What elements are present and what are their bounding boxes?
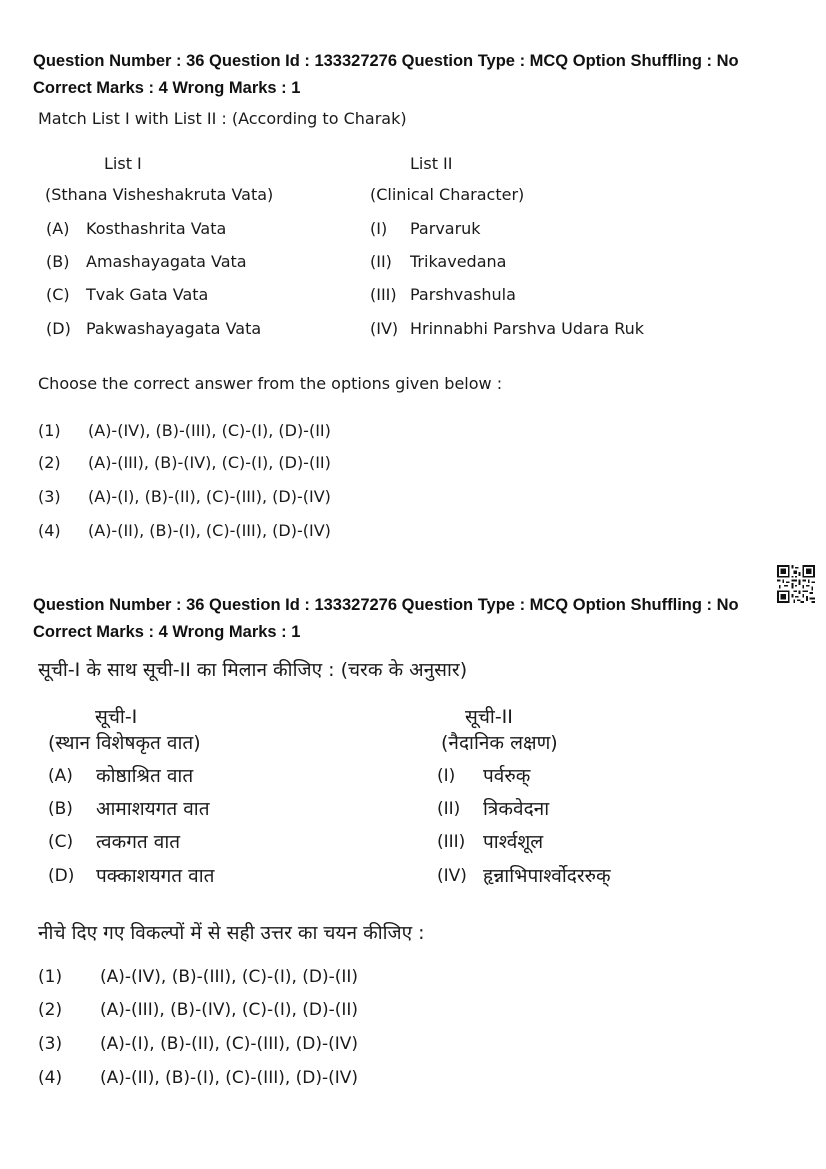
- list2-item-label: (I): [370, 219, 388, 238]
- list2-subtitle: (Clinical Character): [370, 185, 525, 204]
- list1-subtitle-hindi: (स्थान विशेषकृत वात): [48, 732, 201, 754]
- list2-item-text-hindi: पर्वरुक्: [483, 765, 531, 787]
- list1-item-label: (C): [48, 832, 74, 852]
- qr-code-icon: [777, 565, 815, 603]
- option-number: (2): [38, 453, 61, 472]
- list2-item-label: (II): [437, 799, 461, 819]
- list2-title: List II: [410, 154, 453, 173]
- list1-item-label: (D): [46, 319, 71, 338]
- list1-item-text: Kosthashrita Vata: [86, 219, 227, 238]
- list1-item-label: (A): [46, 219, 70, 238]
- option-text: (A)-(II), (B)-(I), (C)-(III), (D)-(IV): [100, 1068, 359, 1088]
- list2-item-text: Trikavedana: [410, 252, 507, 271]
- list1-item-label: (A): [48, 766, 73, 786]
- option-text: (A)-(III), (B)-(IV), (C)-(I), (D)-(II): [88, 453, 331, 472]
- option-text: (A)-(III), (B)-(IV), (C)-(I), (D)-(II): [100, 1000, 359, 1020]
- option-number: (4): [38, 521, 61, 540]
- question-header-line1: Question Number : 36 Question Id : 133327276 Question Type : MCQ Option Shuffling : No: [33, 596, 739, 614]
- option-number: (4): [38, 1068, 63, 1088]
- option-text: (A)-(IV), (B)-(III), (C)-(I), (D)-(II): [88, 421, 331, 440]
- list1-item-label: (D): [48, 866, 75, 886]
- list1-item-text-hindi: कोष्ठाश्रित वात: [96, 765, 194, 787]
- list1-item-text: Pakwashayagata Vata: [86, 319, 262, 338]
- list1-item-label: (B): [48, 799, 73, 819]
- list1-item-text: Amashayagata Vata: [86, 252, 247, 271]
- list1-item-text-hindi: त्वकगत वात: [96, 831, 181, 853]
- list1-item-text-hindi: पक्काशयगत वात: [96, 865, 215, 887]
- list2-subtitle-hindi: (नैदानिक लक्षण): [441, 732, 558, 754]
- list2-item-text-hindi: पार्श्वशूल: [483, 831, 544, 853]
- option-number: (3): [38, 1034, 63, 1054]
- option-text: (A)-(I), (B)-(II), (C)-(III), (D)-(IV): [100, 1034, 359, 1054]
- list2-item-text: Parshvashula: [410, 285, 516, 304]
- option-number: (2): [38, 1000, 63, 1020]
- option-text: (A)-(I), (B)-(II), (C)-(III), (D)-(IV): [88, 487, 331, 506]
- list2-item-text-hindi: हृन्नाभिपार्श्वोदररुक्: [483, 865, 611, 887]
- list1-item-text: Tvak Gata Vata: [86, 285, 209, 304]
- list1-item-text-hindi: आमाशयगत वात: [96, 798, 210, 820]
- list2-title-hindi: सूची-II: [465, 706, 513, 728]
- question-marks-line: Correct Marks : 4 Wrong Marks : 1: [33, 79, 301, 97]
- question-text-hindi: सूची-I के साथ सूची-II का मिलान कीजिए : (चरक के अनुसार): [38, 659, 468, 681]
- question-text: Match List I with List II : (According to Charak): [38, 109, 407, 128]
- list2-item-label: (III): [437, 832, 466, 852]
- list1-subtitle: (Sthana Visheshakruta Vata): [45, 185, 274, 204]
- list2-item-label: (IV): [370, 319, 399, 338]
- question-header-line1: Question Number : 36 Question Id : 133327276 Question Type : MCQ Option Shuffling : No: [33, 52, 739, 70]
- list1-item-label: (B): [46, 252, 70, 271]
- instruction-text-hindi: नीचे दिए गए विकल्पों में से सही उत्तर का चयन कीजिए :: [38, 922, 425, 944]
- list2-item-label: (II): [370, 252, 392, 271]
- list2-item-text: Parvaruk: [410, 219, 481, 238]
- option-number: (1): [38, 967, 63, 987]
- list2-item-text-hindi: त्रिकवेदना: [483, 798, 550, 820]
- list2-item-label: (III): [370, 285, 397, 304]
- list2-item-label: (I): [437, 766, 456, 786]
- option-number: (3): [38, 487, 61, 506]
- instruction-text: Choose the correct answer from the options given below :: [38, 374, 503, 393]
- list1-item-label: (C): [46, 285, 70, 304]
- option-text: (A)-(II), (B)-(I), (C)-(III), (D)-(IV): [88, 521, 331, 540]
- option-number: (1): [38, 421, 61, 440]
- list1-title: List I: [104, 154, 142, 173]
- list1-title-hindi: सूची-I: [95, 706, 138, 728]
- list2-item-text: Hrinnabhi Parshva Udara Ruk: [410, 319, 645, 338]
- list2-item-label: (IV): [437, 866, 467, 886]
- question-marks-line: Correct Marks : 4 Wrong Marks : 1: [33, 623, 301, 641]
- option-text: (A)-(IV), (B)-(III), (C)-(I), (D)-(II): [100, 967, 359, 987]
